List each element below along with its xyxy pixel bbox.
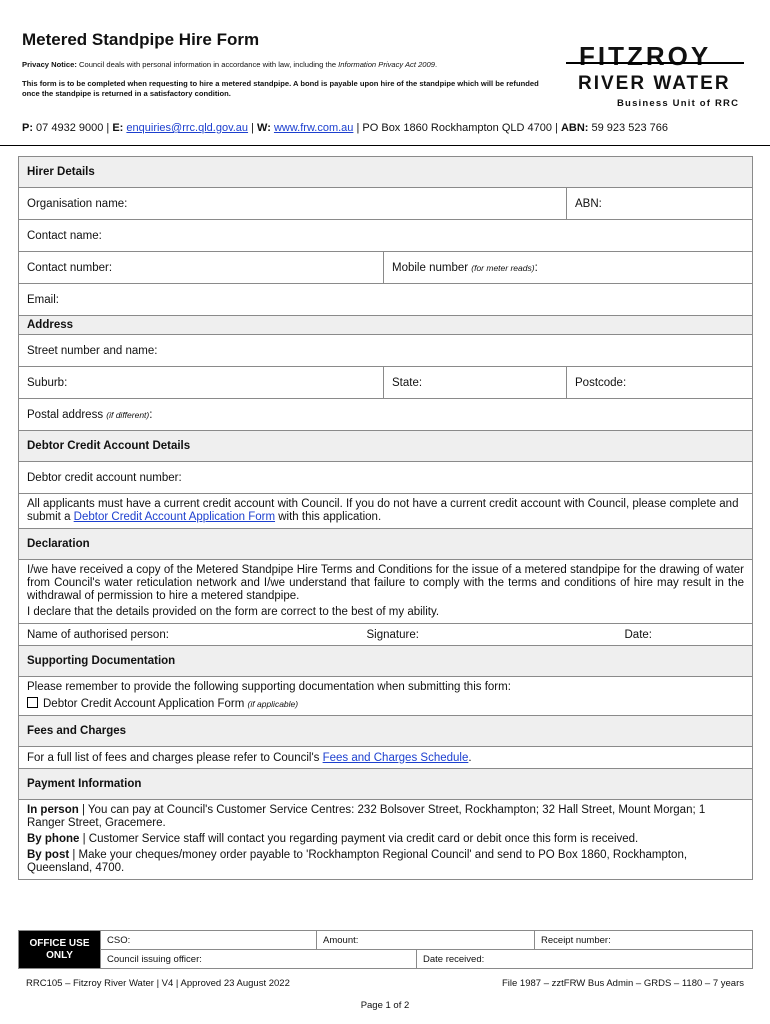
signature-label: Signature: — [366, 628, 419, 641]
privacy-end: . — [434, 60, 438, 69]
debtor-text-end: with this application. — [275, 511, 382, 523]
supporting-item: Debtor Credit Account Application Form — [43, 698, 248, 710]
mobile-note: (for meter reads) — [471, 262, 535, 273]
website-link[interactable]: www.frw.com.au — [273, 122, 354, 134]
supporting-item-note: (if applicable) — [247, 699, 299, 709]
debtor-info — [19, 494, 753, 529]
declaration-text: I/we have received a copy of the Metered Standpipe Hire Terms and Conditions for the issue of a metered standpipe for the drawing of water from Council's water reticulation network and I/we understand that failure to comply with the terms and conditions of hire may result in the withdrawal of permission to hire a metered standpipe. — [27, 564, 745, 602]
checkbox-icon[interactable] — [27, 697, 38, 708]
logo-top-text: FITZROY — [579, 41, 712, 71]
separator: | — [103, 122, 113, 134]
address-subheading: Address — [19, 316, 753, 335]
supporting-heading: Supporting Documentation — [19, 646, 753, 677]
hire-form-table — [18, 156, 753, 880]
declaration-statement: I declare that the details provided on the form are correct to the best of my ability. — [27, 606, 440, 618]
separator: | — [353, 122, 363, 134]
email-link[interactable]: enquiries@rrc.qld.gov.au — [126, 122, 249, 134]
debtor-form-link[interactable]: Debtor Credit Account Application Form — [73, 511, 276, 523]
declaration-sign-row[interactable] — [19, 624, 753, 646]
street-field[interactable]: Street number and name: — [19, 335, 753, 367]
contact-name-field[interactable]: Contact name: — [19, 220, 753, 252]
separator: | — [248, 122, 258, 134]
mobile-colon: : — [534, 261, 538, 274]
fees-text: For a full list of fees and charges please refer to Council's — [27, 751, 323, 764]
fees-schedule-link[interactable]: Fees and Charges Schedule — [322, 751, 469, 764]
separator: | — [551, 122, 561, 134]
privacy-label: Privacy Notice: — [22, 60, 77, 69]
abn-field[interactable]: ABN: — [567, 188, 753, 220]
email-field[interactable]: Email: — [19, 284, 753, 316]
declaration-heading: Declaration — [19, 529, 753, 560]
postal-address: PO Box 1860 Rockhampton QLD 4700 — [362, 122, 552, 134]
page-number: Page 1 of 2 — [360, 1000, 410, 1011]
office-use-label — [19, 931, 101, 969]
postal-label: Postal address — [27, 408, 107, 421]
payment-heading: Payment Information — [19, 769, 753, 800]
email-label: E: — [112, 122, 124, 134]
supporting-cell — [19, 677, 753, 716]
office-use-line1: OFFICE USE — [29, 937, 90, 949]
privacy-notice — [22, 60, 552, 70]
fees-heading: Fees and Charges — [19, 716, 753, 747]
office-use-line2: ONLY — [46, 949, 73, 961]
in-person-text: | You can pay at Council's Customer Service Centres: 232 Bolsover Street, Rockhampton; 32 Hall Street, Mount Morgan; 1 Ranger Street, Gracemere. — [27, 804, 706, 829]
logo-line — [566, 62, 744, 64]
phone-number: 07 4932 9000 — [33, 122, 104, 134]
postal-address-field[interactable] — [19, 399, 753, 431]
fitzroy-river-water-logo — [566, 42, 746, 114]
debtor-heading: Debtor Credit Account Details — [19, 431, 753, 462]
amount-field[interactable]: Amount: — [317, 931, 535, 950]
contact-bar — [22, 122, 752, 134]
by-phone-label: By phone — [27, 833, 80, 845]
authorised-name-label: Name of authorised person: — [27, 628, 169, 641]
postal-note: (if different) — [106, 409, 150, 420]
fees-end: . — [468, 751, 472, 764]
debtor-text: All applicants must have a current credit account with Council. If you do not have a current credit account with Council, please complete and submit a — [27, 498, 739, 523]
issuing-officer-field[interactable]: Council issuing officer: — [101, 950, 417, 969]
fees-cell — [19, 747, 753, 769]
suburb-field[interactable]: Suburb: — [19, 367, 384, 399]
by-post-text: | Make your cheques/money order payable to 'Rockhampton Regional Council' and send to PO Box 1860, Rockhampton, Queensland, 4700. — [27, 849, 688, 874]
receipt-number-field[interactable]: Receipt number: — [535, 931, 753, 950]
mobile-label: Mobile number — [392, 261, 472, 274]
phone-label: P: — [22, 122, 33, 134]
postcode-field[interactable]: Postcode: — [567, 367, 753, 399]
header-rule — [0, 145, 770, 146]
cso-field[interactable]: CSO: — [101, 931, 317, 950]
form-intro: This form is to be completed when requesting to hire a metered standpipe. A bond is payable upon hire of the standpipe which will be refunded once the standpipe is returned in a satisfactory condition. — [22, 79, 539, 98]
by-post-label: By post — [27, 849, 70, 861]
organisation-name-field[interactable]: Organisation name: — [19, 188, 567, 220]
supporting-text: Please remember to provide the following supporting documentation when submitting this form: — [27, 681, 511, 693]
contact-number-field[interactable]: Contact number: — [19, 252, 384, 284]
date-received-field[interactable]: Date received: — [417, 950, 753, 969]
postal-colon: : — [149, 408, 153, 421]
state-field[interactable]: State: — [384, 367, 567, 399]
privacy-act: Information Privacy Act 2009 — [338, 60, 435, 69]
abn-number: 59 923 523 766 — [588, 122, 668, 134]
by-phone-text: | Customer Service staff will contact you regarding payment via credit card or debit once this form is received. — [79, 833, 639, 845]
form-title: Metered Standpipe Hire Form — [22, 30, 260, 49]
date-label: Date: — [624, 628, 652, 641]
mobile-number-field[interactable] — [384, 252, 753, 284]
abn-label: ABN: — [560, 122, 589, 134]
in-person-label: In person — [27, 804, 79, 816]
footer-left: RRC105 – Fitzroy River Water | V4 | Approved 23 August 2022 — [26, 978, 290, 989]
footer-right: File 1987 – zztFRW Bus Admin – GRDS – 1180 – 7 years — [501, 978, 744, 989]
logo-bottom-text: RIVER WATER — [578, 73, 731, 94]
debtor-number-field[interactable]: Debtor credit account number: — [19, 462, 753, 494]
privacy-text: Council deals with personal information in accordance with law, including the — [76, 60, 339, 69]
office-use-table — [18, 930, 753, 969]
declaration-text-cell — [19, 560, 753, 624]
payment-cell — [19, 800, 753, 880]
web-label: W: — [257, 122, 271, 134]
hirer-details-heading: Hirer Details — [19, 157, 753, 188]
logo-subtitle: Business Unit of RRC — [617, 98, 740, 109]
